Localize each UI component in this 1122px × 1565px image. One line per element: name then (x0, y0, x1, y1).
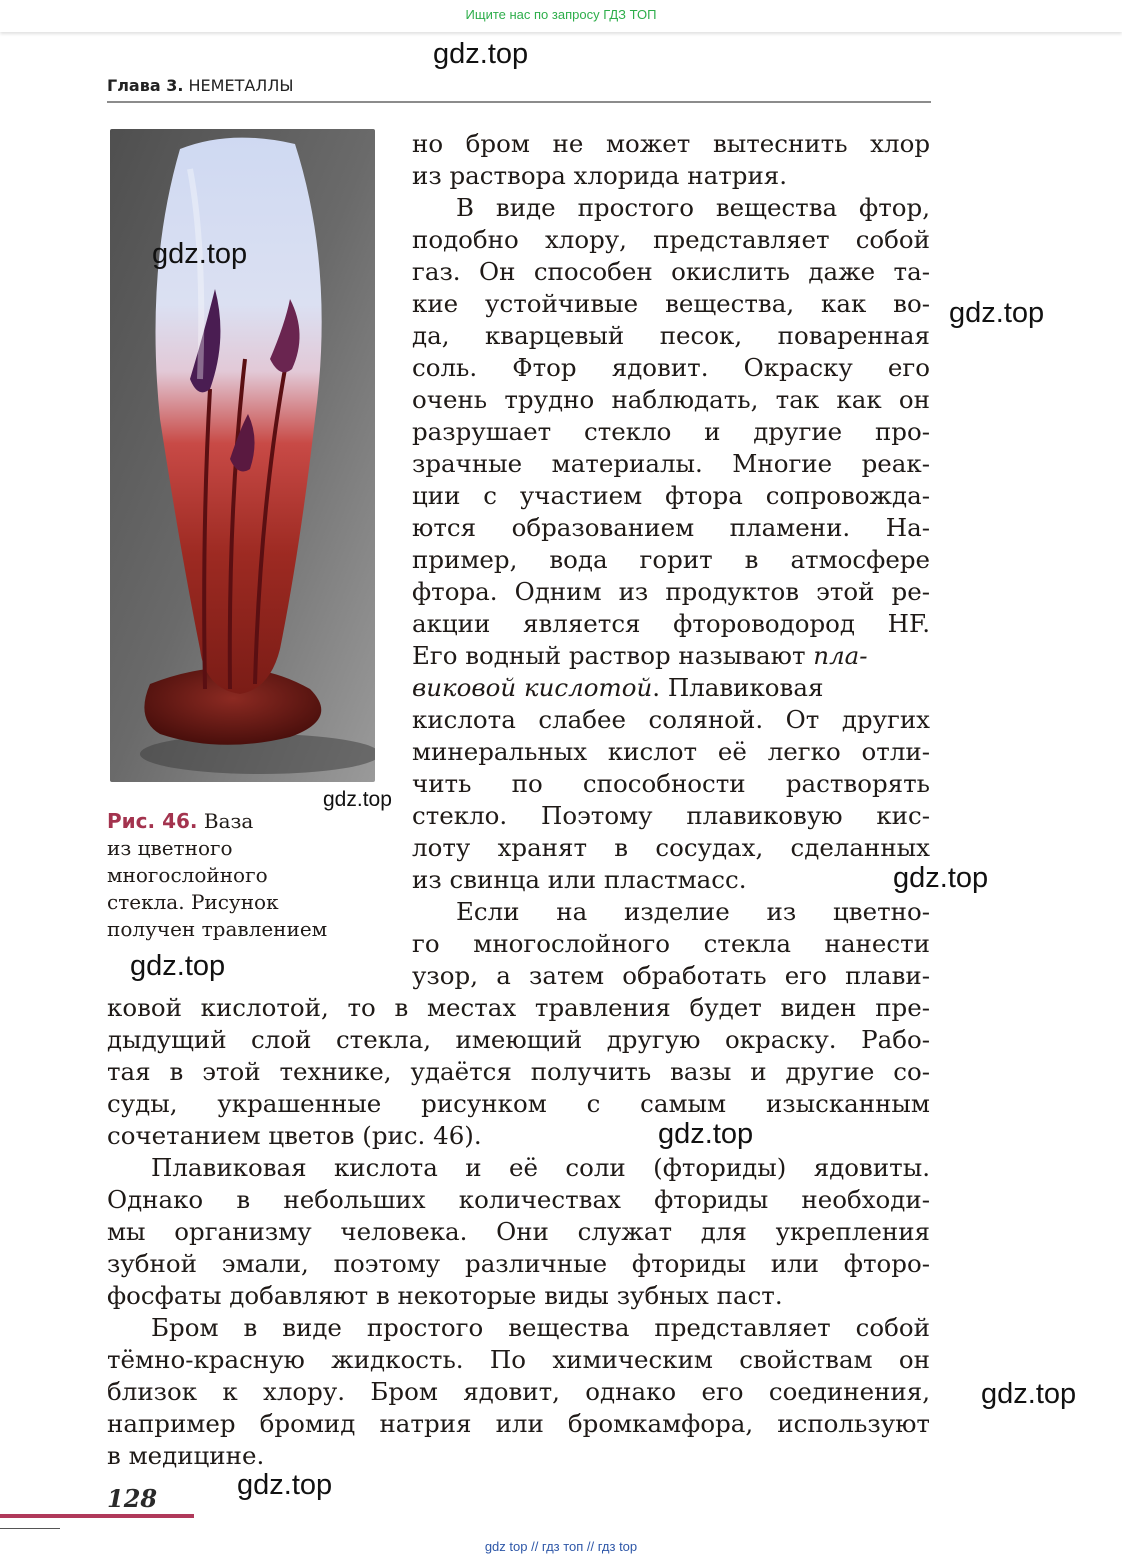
text-line: тёмно-красную жидкость. По химическим свойствам он (107, 1345, 930, 1374)
text-line: из свинца или пластмасс. (412, 865, 747, 894)
text-line: в медицине. (107, 1441, 265, 1470)
text-line (412, 672, 930, 704)
text-line: очень трудно наблюдать, так как он (412, 385, 930, 414)
text-line: Бром в виде простого вещества представляет собой (151, 1313, 930, 1342)
text-line: фосфаты добавляют в некоторые виды зубных паст. (107, 1281, 783, 1310)
text-line: зубной эмали, поэтому различные фториды или фторо- (107, 1249, 930, 1278)
text-line: дыдущий слой стекла, имеющий другую окраску. Рабо- (107, 1025, 930, 1054)
text-line: чить по способности растворять (412, 769, 930, 798)
italic-term: виковой кислотой (412, 673, 653, 702)
text-line: Однако в небольших количествах фториды необходи- (107, 1185, 930, 1214)
text-line: ции с участием фтора сопровожда- (412, 481, 930, 510)
running-header (107, 76, 293, 95)
caption-line: Ваза (203, 809, 254, 833)
watermark: gdz.top (949, 297, 1045, 329)
text-line (412, 640, 930, 672)
text-span: . Плавиковая (652, 673, 824, 702)
caption-line: из цветного (107, 836, 233, 860)
watermark: gdz.top (658, 1118, 754, 1150)
top-banner (0, 0, 1122, 32)
text-line: разрушает стекло и другие про- (412, 417, 930, 446)
watermark: gdz.top (237, 1469, 333, 1501)
page-rule-thin (0, 1528, 60, 1529)
watermark: gdz.top (981, 1378, 1077, 1410)
text-line: стекло. Поэтому плавиковую кис- (412, 801, 930, 830)
watermark: gdz.top (152, 238, 248, 270)
figure-label: Рис. 46. (107, 809, 198, 833)
text-line: Плавиковая кислота и её соли (фториды) ядовиты. (151, 1153, 930, 1182)
figure-caption (107, 808, 367, 943)
caption-line: получен травлением (107, 917, 328, 941)
chapter-number: Глава 3. (107, 76, 184, 95)
text-line: кислота слабее соляной. От других (412, 705, 930, 734)
text-line: го многослойного стекла нанести (412, 929, 930, 958)
watermark: gdz.top (893, 862, 989, 894)
caption-line: многослойного (107, 863, 268, 887)
text-line: подобно хлору, представляет собой (412, 225, 930, 254)
text-line: мы организму человека. Они служат для укрепления (107, 1217, 930, 1246)
header-rule (107, 101, 931, 103)
text-line: газ. Он способен окислить даже та- (412, 257, 930, 286)
text-line: да, кварцевый песок, поваренная (412, 321, 930, 350)
text-line: суды, украшенные рисунком с самым изысканным (107, 1089, 930, 1118)
banner-text: Ищите нас по запросу ГДЗ ТОП (465, 7, 657, 22)
text-line: лоту хранят в сосудах, сделанных (412, 833, 930, 862)
text-line: акции является фтороводород HF. (412, 609, 930, 638)
text-line: но бром не может вытеснить хлор (412, 129, 930, 158)
text-line: близок к хлору. Бром ядовит, однако его соединения, (107, 1377, 930, 1406)
italic-term: пла- (813, 641, 868, 670)
watermark: gdz.top (130, 950, 226, 982)
text-line: тая в этой технике, удаётся получить вазы и другие со- (107, 1057, 930, 1086)
text-line: зрачные материалы. Многие реак- (412, 449, 930, 478)
watermark: gdz.top (323, 788, 392, 811)
text-line: например бромид натрия или бромкамфора, используют (107, 1409, 930, 1438)
text-line: ются образованием пламени. На- (412, 513, 930, 542)
text-line: В виде простого вещества фтор, (456, 193, 930, 222)
text-line: фтора. Одним из продуктов этой ре- (412, 577, 930, 606)
watermark: gdz.top (433, 38, 529, 70)
vase-photo (110, 129, 375, 782)
text-line: сочетанием цветов (рис. 46). (107, 1121, 482, 1150)
text-line: узор, а затем обработать его плави- (412, 961, 930, 990)
text-line: из раствора хлорида натрия. (412, 161, 788, 190)
page-number: 128 (107, 1484, 158, 1513)
caption-line: стекла. Рисунок (107, 890, 279, 914)
text-line: минеральных кислот её легко отли- (412, 737, 930, 766)
text-line: пример, вода горит в атмосфере (412, 545, 930, 574)
chapter-title: НЕМЕТАЛЛЫ (188, 76, 294, 95)
page-rule (0, 1514, 194, 1518)
footer-links: gdz top // гдз топ // гдз top (484, 1539, 638, 1554)
text-line: кие устойчивые вещества, как во- (412, 289, 930, 318)
text-line: ковой кислотой, то в местах травления будет виден пре- (107, 993, 930, 1022)
text-span: Его водный раствор называют (412, 641, 814, 670)
text-line: соль. Фтор ядовит. Окраску его (412, 353, 930, 382)
text-line: Если на изделие из цветно- (456, 897, 930, 926)
